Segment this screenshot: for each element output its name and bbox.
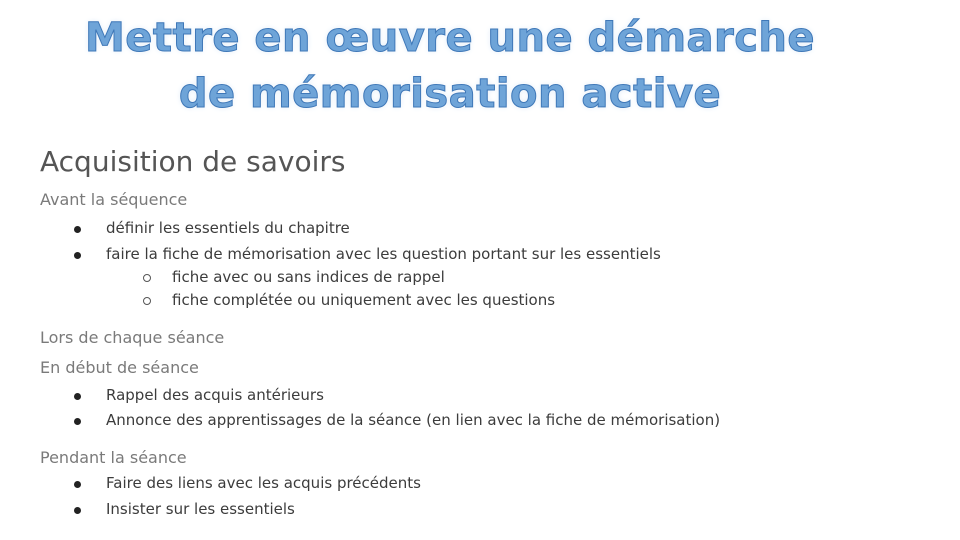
list-item: faire la fiche de mémorisation avec les question portant sur les essentiels xyxy=(106,245,661,263)
list-item: Insister sur les essentiels xyxy=(106,500,295,518)
bullet-icon xyxy=(74,418,81,425)
list-item: définir les essentiels du chapitre xyxy=(106,219,350,237)
subheading-debut: En début de séance xyxy=(40,358,199,377)
bullet-icon xyxy=(74,226,81,233)
subheading-lors: Lors de chaque séance xyxy=(40,328,225,347)
hollow-bullet-icon xyxy=(143,274,151,282)
title-line-1: Mettre en œuvre une démarche xyxy=(84,15,816,61)
list-item: Annonce des apprentissages de la séance (en lien avec la fiche de mémorisation) xyxy=(106,411,721,429)
list-item: Rappel des acquis antérieurs xyxy=(106,386,324,404)
page-title xyxy=(0,10,900,122)
subheading-avant: Avant la séquence xyxy=(40,190,188,209)
bullet-icon xyxy=(74,252,81,259)
bullet-icon xyxy=(74,393,81,400)
subheading-pendant: Pendant la séance xyxy=(40,448,187,467)
bullet-icon xyxy=(74,481,81,488)
title-line-2: de mémorisation active xyxy=(178,71,722,117)
bullet-icon xyxy=(74,507,81,514)
section-heading: Acquisition de savoirs xyxy=(40,145,346,178)
sub-list-item: fiche avec ou sans indices de rappel xyxy=(172,268,445,286)
hollow-bullet-icon xyxy=(143,297,151,305)
list-item: Faire des liens avec les acquis précédents xyxy=(106,474,421,492)
sub-list-item: fiche complétée ou uniquement avec les questions xyxy=(172,291,556,309)
